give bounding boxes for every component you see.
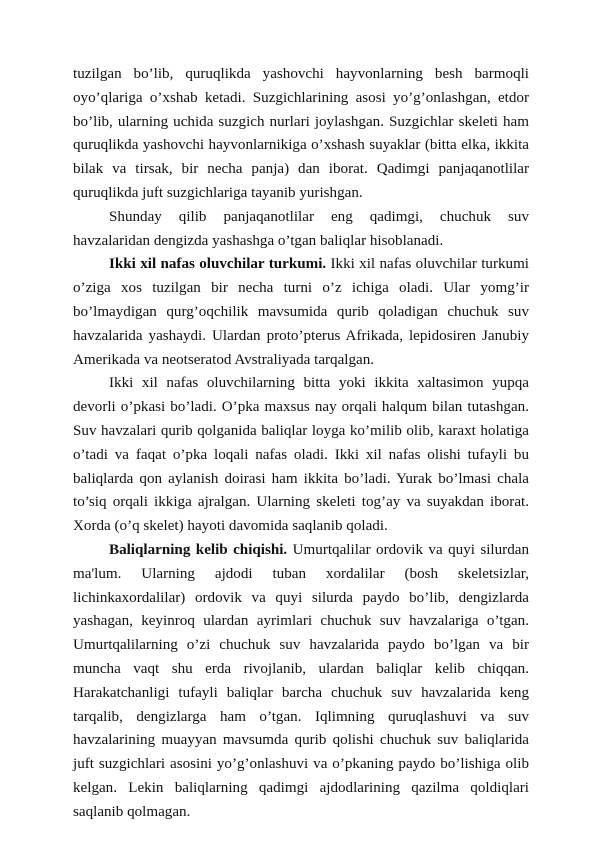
paragraph-4-text: Ikki xil nafas oluvchilarning bitta yoki ikkita xaltasimon yupqa devorli o’pkasi bo’ladi. O’pka maxsus nay orqali halqum bilan tutashgan. Suv havzalari qurib qolganida baliqlar loyga ko’milib olib, karaxt holatiga o’tadi va faqat o’pka loqali nafas oladi. Ikki xil nafas olishi tufayli bu baliqlarda qon aylanish doirasi ham ikkita bo’ladi. Yurak bo’lmasi chala to’siq orqali ikkiga ajralgan. Ularning skeleti tog’ay va suyakdan iborat. Xorda (o’q skelet) hayoti davomida saqlanib qoladi. (73, 375, 529, 535)
paragraph-1 (73, 63, 529, 206)
paragraph-5 (73, 539, 529, 825)
paragraph-3-text: Ikki xil nafas oluvchilar turkumi o’ziga xos tuzilgan bir necha turni o’z ichiga oladi. Ular yomg’ir bo’lmaydigan qurg’oqchilik mavsumida qurib qoladigan chuchuk suv havzalarida yashaydi. Ulardan proto’pterus Afrikada, lepidosiren Janubiy Amerikada va neotseratod Avstraliyada tarqalgan. (73, 256, 530, 368)
paragraph-4 (73, 372, 529, 539)
paragraph-2-text: Shunday qilib panjaqanotlilar eng qadimgi, chuchuk suv havzalaridan dengizda yashashga o’tgan baliqlar hisoblanadi. (73, 208, 529, 249)
paragraph-1-text: tuzilgan bo’lib, quruqlikda yashovchi hayvonlarning besh barmoqli oyo’qlariga o’xshab ketadi. Suzgichlarining asosi yo’g’onlashgan, etdor bo’lib, ularning uchida suzgich nurlari joylashgan. Suzgichlar skeleti ham quruqlikda yashovchi hayvonlarnikiga o’xshash suyaklar (bitta elka, ikkita bilak va tirsak, bir necha panja) dan iborat. Qadimgi panjaqanotlilar quruqlikda juft suzgichlariga tayanib yurishgan. (73, 66, 529, 201)
document-page (73, 63, 529, 825)
section-heading-fish-origin: Baliqlarning kelib chiqishi. (109, 541, 288, 558)
paragraph-2 (73, 206, 529, 254)
paragraph-3 (73, 253, 529, 372)
section-heading-lungfish-order: Ikki xil nafas oluvchilar turkumi. (109, 256, 327, 273)
paragraph-5-text: Umurtqalilar ordovik va quyi silurdan ma'lum. Ularning ajdodi tuban xordalilar (bosh skeletsizlar, lichinkaxordalilar) ordovik va quyi silurda paydo bo’lib, dengizlarda yashagan, keyinroq ulardan ayrimlari chuchuk suv havzalariga o’tgan. Umurtqalilarning o’zi chuchuk suv havzalarida paydo bo’lgan va bir muncha vaqt shu erda rivojlanib, ulardan baliqlar kelib chiqqan. Harakatchanligi tufayli baliqlar barcha chuchuk suv havzalarida keng tarqalib, dengizlarga ham o’tgan. Iqlimning quruqlashuvi va suv havzalarining muayyan mavsumda qurib qolishi chuchuk suv baliqlarida juft suzgichlari asosini yo’g’onlashuvi va o’pkaning paydo bo’lishiga olib kelgan. Lekin baliqlarning qadimgi ajdodlarining qazilma qoldiqlari saqlanib qolmagan. (73, 541, 529, 820)
